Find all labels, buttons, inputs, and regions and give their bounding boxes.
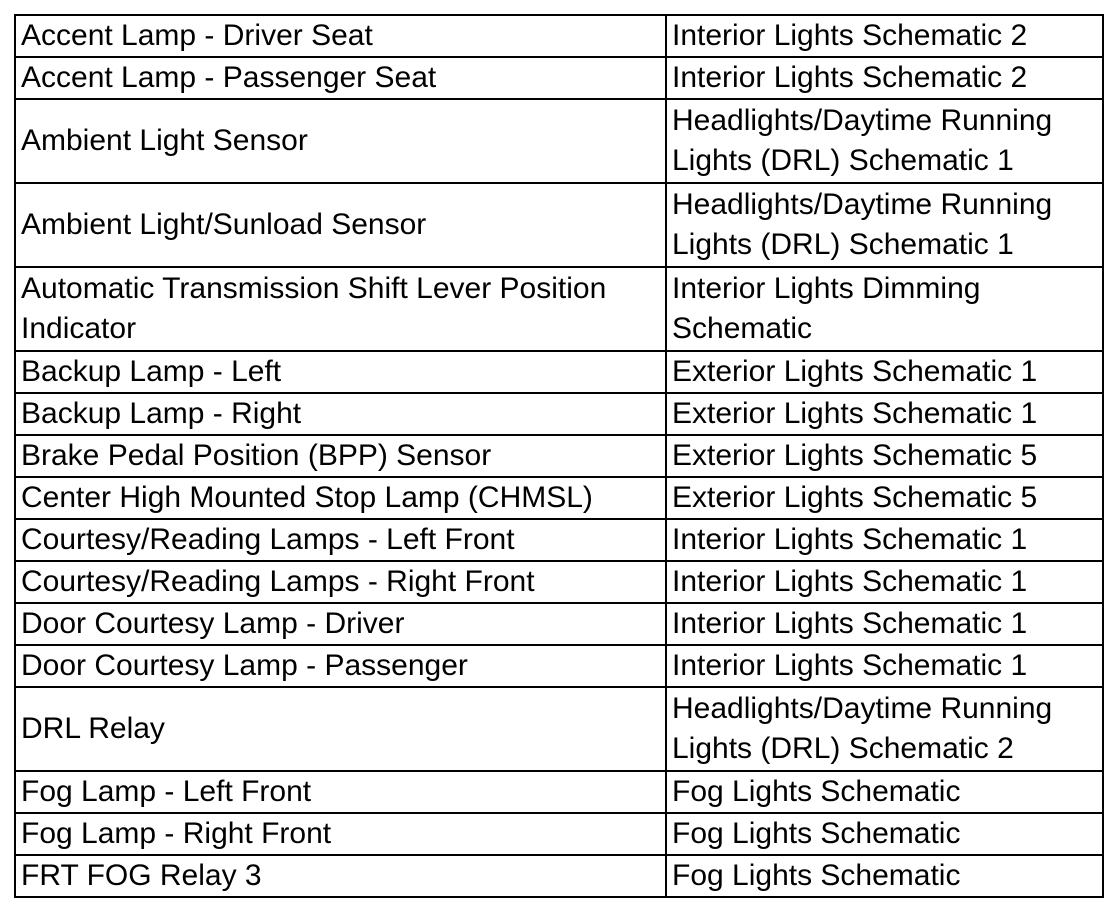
table-row	[15, 603, 1103, 645]
table-row	[15, 687, 1103, 771]
schematic-cell-text: Headlights/Daytime Running	[672, 104, 1053, 137]
schematic-cell-text: Interior Lights Schematic 1	[672, 523, 1028, 556]
schematic-cell	[666, 813, 1103, 855]
table-row	[15, 15, 1103, 57]
component-cell	[15, 267, 666, 351]
table-row	[15, 855, 1103, 897]
schematic-cell-text: Fog Lights Schematic	[672, 817, 961, 850]
schematic-cell-text: Schematic	[672, 312, 813, 345]
schematic-cell	[666, 267, 1103, 351]
component-cell-text: Courtesy/Reading Lamps - Right Front	[21, 565, 535, 598]
schematic-cell-text: Interior Lights Schematic 2	[672, 61, 1028, 94]
schematic-cell-text: Interior Lights Dimming	[672, 272, 981, 305]
schematic-cell-text: Exterior Lights Schematic 1	[672, 355, 1038, 388]
table-row	[15, 477, 1103, 519]
schematic-cell-text: Interior Lights Schematic 1	[672, 649, 1028, 682]
component-cell-text: Indicator	[21, 312, 137, 345]
schematic-cell-text: Exterior Lights Schematic 5	[672, 439, 1038, 472]
schematic-cell-text: Interior Lights Schematic 1	[672, 607, 1028, 640]
component-cell-text: Center High Mounted Stop Lamp (CHMSL)	[21, 481, 593, 514]
schematic-cell	[666, 603, 1103, 645]
component-cell	[15, 519, 666, 561]
schematic-cell-text: Interior Lights Schematic 1	[672, 565, 1028, 598]
component-cell-text: Door Courtesy Lamp - Passenger	[21, 649, 468, 682]
table-row	[15, 519, 1103, 561]
schematic-cell	[666, 57, 1103, 99]
component-cell	[15, 645, 666, 687]
component-cell-text: Brake Pedal Position (BPP) Sensor	[21, 439, 492, 472]
table-row	[15, 813, 1103, 855]
schematic-cell-text: Exterior Lights Schematic 1	[672, 397, 1038, 430]
component-cell-text: Automatic Transmission Shift Lever Position	[21, 272, 607, 305]
component-cell	[15, 57, 666, 99]
component-cell-text: Accent Lamp - Passenger Seat	[21, 61, 437, 94]
schematic-cell	[666, 855, 1103, 897]
table-row	[15, 267, 1103, 351]
component-cell	[15, 687, 666, 771]
table-row	[15, 183, 1103, 267]
component-cell-text: DRL Relay	[21, 712, 165, 745]
component-cell-text: Backup Lamp - Right	[21, 397, 302, 430]
schematic-cell-text: Fog Lights Schematic	[672, 775, 961, 808]
component-cell-text: Fog Lamp - Left Front	[21, 775, 312, 808]
schematic-cell	[666, 435, 1103, 477]
schematic-cell	[666, 351, 1103, 393]
schematic-cell	[666, 519, 1103, 561]
component-cell-text: Fog Lamp - Right Front	[21, 817, 332, 850]
component-cell-text: Backup Lamp - Left	[21, 355, 282, 388]
schematic-cell	[666, 183, 1103, 267]
schematic-cell	[666, 99, 1103, 183]
component-cell-text: Courtesy/Reading Lamps - Left Front	[21, 523, 515, 556]
component-cell	[15, 15, 666, 57]
schematic-cell	[666, 687, 1103, 771]
component-cell-text: Ambient Light/Sunload Sensor	[21, 208, 427, 241]
schematic-cell	[666, 645, 1103, 687]
schematic-cell	[666, 771, 1103, 813]
component-cell-text: Ambient Light Sensor	[21, 124, 308, 157]
table-row	[15, 561, 1103, 603]
table-row	[15, 351, 1103, 393]
component-schematic-table	[14, 14, 1104, 898]
component-cell	[15, 351, 666, 393]
component-cell	[15, 855, 666, 897]
component-cell	[15, 99, 666, 183]
schematic-cell-text: Headlights/Daytime Running	[672, 188, 1053, 221]
component-cell-text: FRT FOG Relay 3	[21, 859, 262, 892]
schematic-cell	[666, 15, 1103, 57]
schematic-cell-text: Interior Lights Schematic 2	[672, 19, 1028, 52]
table-row	[15, 57, 1103, 99]
schematic-cell-text: Exterior Lights Schematic 5	[672, 481, 1038, 514]
table-row	[15, 771, 1103, 813]
component-cell-text: Accent Lamp - Driver Seat	[21, 19, 373, 52]
component-cell-text: Door Courtesy Lamp - Driver	[21, 607, 405, 640]
table-row	[15, 393, 1103, 435]
table-row	[15, 99, 1103, 183]
component-cell	[15, 393, 666, 435]
component-cell	[15, 603, 666, 645]
schematic-cell-text: Fog Lights Schematic	[672, 859, 961, 892]
schematic-cell-text: Headlights/Daytime Running	[672, 692, 1053, 725]
table-row	[15, 435, 1103, 477]
table-body	[15, 15, 1103, 897]
component-cell	[15, 183, 666, 267]
schematic-cell	[666, 477, 1103, 519]
component-cell	[15, 435, 666, 477]
component-cell	[15, 771, 666, 813]
schematic-cell-text: Lights (DRL) Schematic 2	[672, 732, 1014, 765]
table-row	[15, 645, 1103, 687]
component-cell	[15, 813, 666, 855]
component-cell	[15, 477, 666, 519]
schematic-cell-text: Lights (DRL) Schematic 1	[672, 228, 1014, 261]
schematic-cell	[666, 561, 1103, 603]
schematic-cell	[666, 393, 1103, 435]
schematic-cell-text: Lights (DRL) Schematic 1	[672, 144, 1014, 177]
component-cell	[15, 561, 666, 603]
